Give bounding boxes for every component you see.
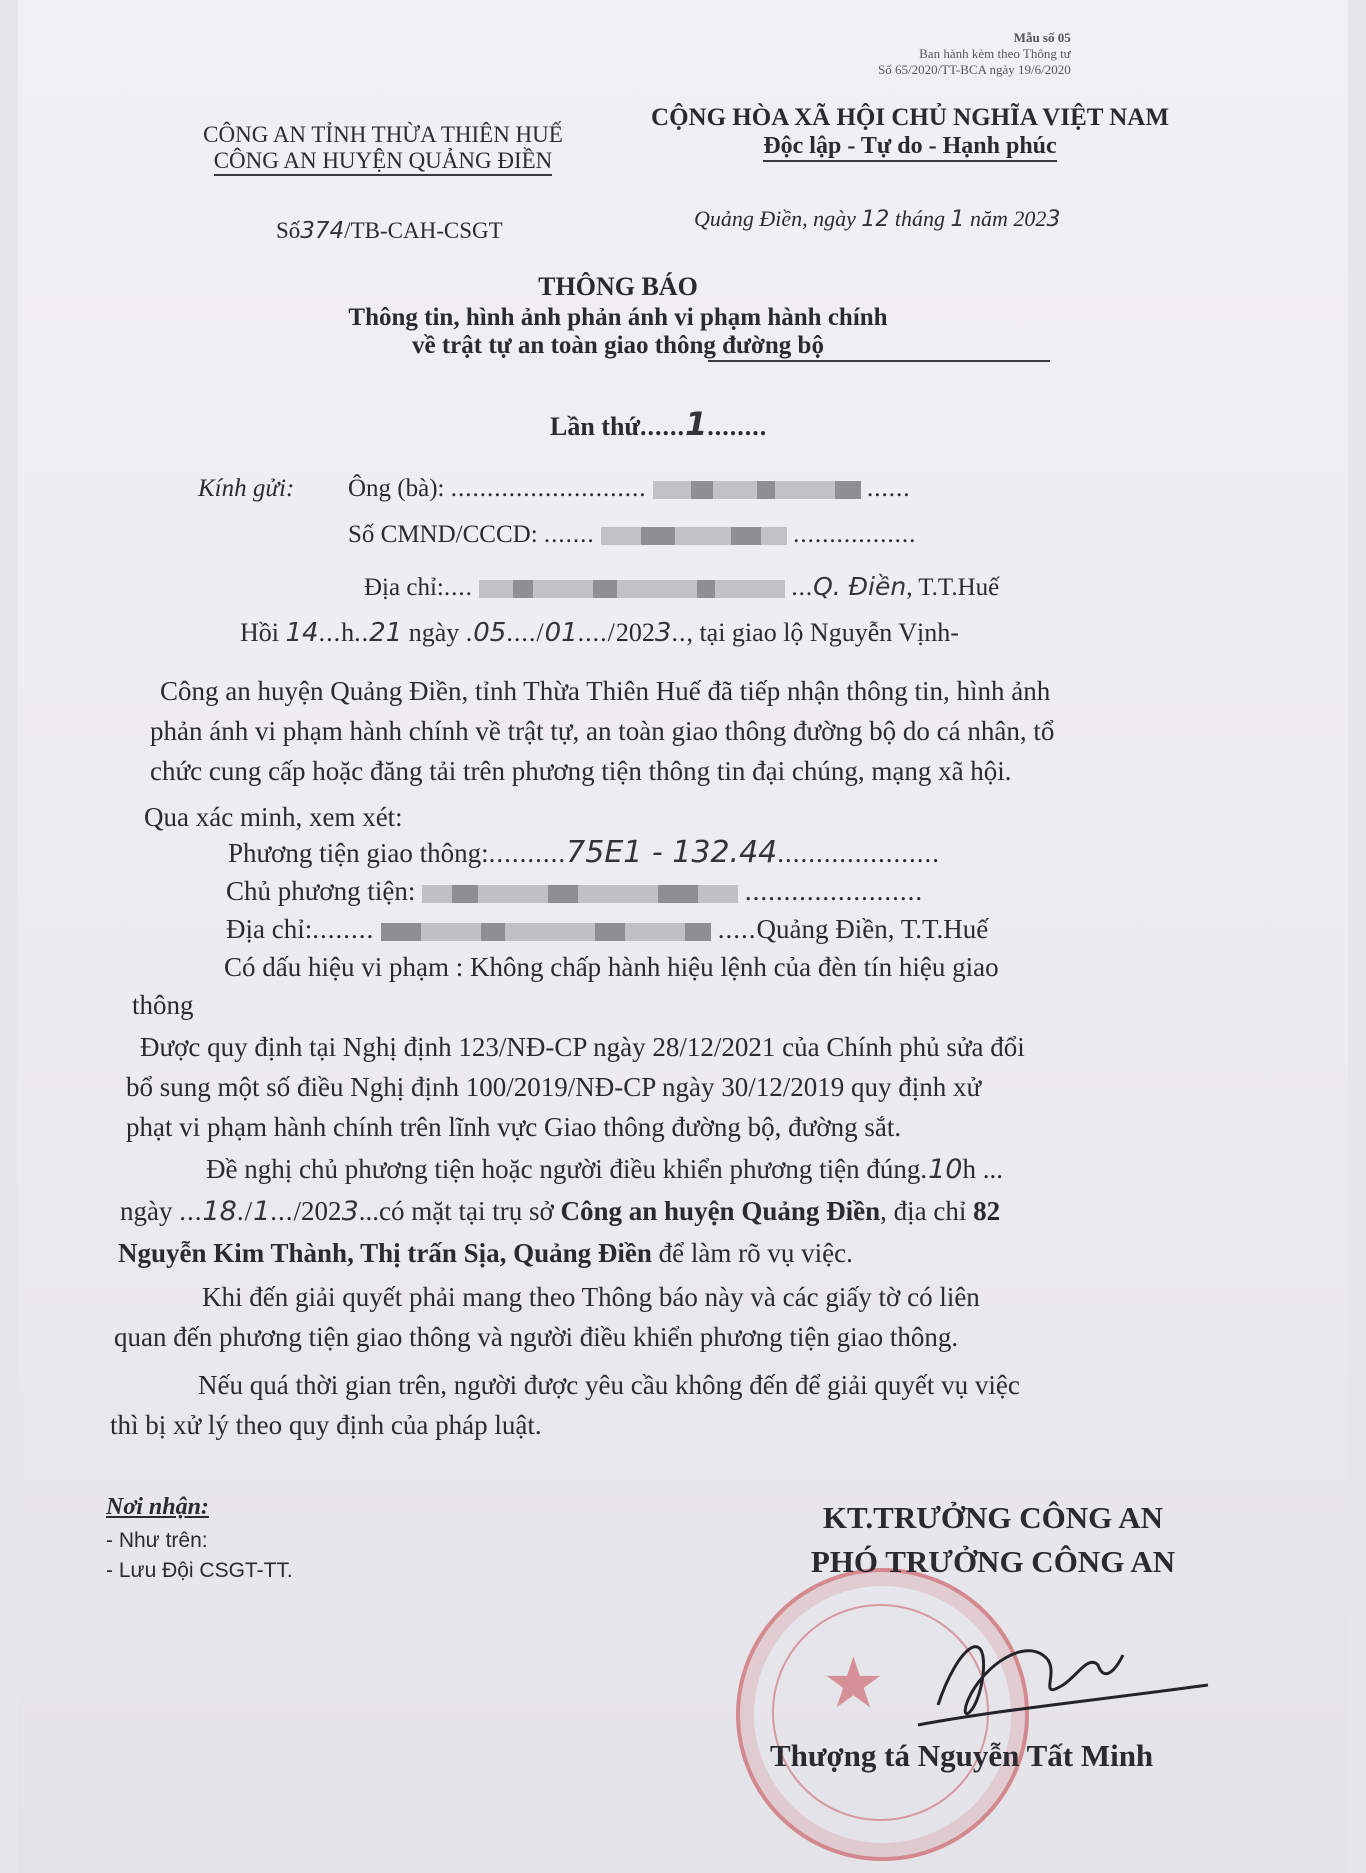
redacted-owner-address	[381, 923, 421, 941]
attempt-label: Lần thứ	[550, 412, 641, 441]
seal-star-icon: ★	[822, 1646, 885, 1723]
incident-year-pre: 202	[615, 618, 655, 647]
request-org: Công an huyện Quảng Điền	[560, 1196, 881, 1226]
nation-line1: CỘNG HÒA XÃ HỘI CHỦ NGHĨA VIỆT NAM	[651, 104, 1169, 131]
incident-time-row: Hồi 14...h..21 ngày .05..../01..../2023.., tại giao lộ Nguyễn Vịnh-	[240, 618, 959, 648]
date-month-word: tháng	[894, 206, 946, 231]
recipients-item: - Như trên:	[106, 1529, 208, 1552]
document-number	[276, 218, 503, 244]
incident-day: 05	[473, 618, 507, 648]
title-main: THÔNG BÁO	[538, 272, 698, 301]
violation-line1: Có dấu hiệu vi phạm : Không chấp hành hiệu lệnh của đèn tín hiệu giao	[224, 952, 999, 982]
request-addr-number: 82	[973, 1196, 1001, 1226]
request-ngay: ngày	[120, 1196, 173, 1226]
incident-month: 01	[544, 618, 578, 648]
body-p2: Qua xác minh, xem xét:	[144, 802, 403, 832]
regulation-line2: bổ sung một số điều Nghị định 100/2019/NĐ-CP ngày 30/12/2019 quy định xử	[126, 1072, 982, 1102]
title-sub2: về trật tự an toàn giao thông đường bộ	[412, 332, 824, 359]
hoi-label: Hồi	[240, 618, 279, 647]
request-year: 3	[341, 1196, 359, 1227]
recipients-title: Nơi nhận:	[106, 1494, 209, 1520]
ngay-label: ngày	[408, 618, 460, 647]
signature-title	[748, 1500, 1238, 1580]
number-suffix: /TB-CAH-CSGT	[344, 218, 503, 243]
incident-minute: 21	[369, 618, 403, 648]
owner-address-label: Địa chỉ:	[226, 914, 313, 944]
attempt-value: 1	[685, 405, 708, 443]
request-addr-pre: , địa chỉ	[880, 1196, 967, 1226]
handwritten-signature	[898, 1605, 1228, 1745]
recipient-address-label: Địa chỉ:	[364, 574, 444, 601]
recipient-address-handwritten: Q. Điền	[813, 572, 907, 601]
redacted-address	[479, 580, 513, 598]
owner-label: Chủ phương tiện:	[226, 876, 416, 906]
notice-title	[308, 272, 928, 360]
request-mid: ...có mặt tại trụ sở	[358, 1196, 554, 1226]
form-circular: Số 65/2020/TT-BCA ngày 19/6/2020	[878, 62, 1071, 77]
request-hour: 10	[928, 1154, 963, 1185]
request-hour-unit: h ...	[962, 1154, 1003, 1184]
redacted-owner	[422, 885, 452, 903]
violation-line2: thông	[132, 990, 194, 1020]
recipient-greeting: Kính gửi:	[198, 475, 295, 502]
agency-line1: CÔNG AN TỈNH THỪA THIÊN HUẾ	[203, 122, 563, 147]
body-p1-l1: Công an huyện Quảng Điền, tỉnh Thừa Thiên Huế đã tiếp nhận thông tin, hình ảnh	[160, 676, 1051, 706]
date-day: 12	[861, 207, 890, 232]
bring-line2: quan đến phương tiện giao thông và người điều khiển phương tiện giao thông.	[114, 1322, 959, 1352]
body-p1-l3: chức cung cấp hoặc đăng tải trên phương tiện thông tin đại chúng, mạng xã hội.	[150, 756, 1012, 786]
form-issued-with: Ban hành kèm theo Thông tư	[919, 46, 1071, 61]
form-code-block	[878, 30, 1071, 78]
title-sub1: Thông tin, hình ảnh phản ánh vi phạm hành chính	[348, 304, 888, 331]
number-filled: 374	[300, 218, 345, 244]
document-page	[18, 0, 1348, 1873]
body-p1-l2: phản ánh vi phạm hành chính về trật tự, an toàn giao thông đường bộ do cá nhân, tổ	[150, 716, 1055, 746]
regulation-line3: phạt vi phạm hành chính trên lĩnh vực Giao thông đường bộ, đường sắt.	[126, 1112, 902, 1142]
request-line2: ngày ...18./1.../2023...có mặt tại trụ sở Công an huyện Quảng Điền, địa chỉ 82	[120, 1196, 1001, 1227]
agency-line2: CÔNG AN HUYỆN QUẢNG ĐIỀN	[214, 148, 553, 176]
recipients-block	[106, 1494, 293, 1583]
request-end: để làm rõ vụ việc.	[651, 1238, 853, 1268]
agency-header	[148, 122, 618, 176]
recipients-item: - Lưu Đội CSGT-TT.	[106, 1559, 293, 1582]
late-line2: thì bị xử lý theo quy định của pháp luật.	[110, 1410, 542, 1440]
nation-header	[610, 104, 1210, 162]
incident-hour: 14	[285, 618, 319, 648]
bring-line1: Khi đến giải quyết phải mang theo Thông báo này và các giấy tờ có liên	[202, 1282, 980, 1312]
request-text: Đề nghị chủ phương tiện hoặc người điều khiển phương tiện đúng	[206, 1154, 921, 1184]
regulation-line1: Được quy định tại Nghị định 123/NĐ-CP ngày 28/12/2021 của Chính phủ sửa đổi	[140, 1032, 1025, 1062]
recipient-address-tail: , T.T.Huế	[906, 574, 1000, 601]
request-year-pre: /202	[293, 1196, 342, 1226]
number-prefix: Số	[276, 218, 301, 243]
vehicle-plate: 75E1 - 132.44	[566, 835, 778, 870]
late-line1: Nếu quá thời gian trên, người được yêu cầu không đến để giải quyết vụ việc	[198, 1370, 1020, 1400]
redacted-name	[653, 481, 691, 499]
recipient-name-label: Ông (bà):	[348, 475, 445, 502]
issue-date	[694, 206, 1060, 232]
request-addr-street: Nguyễn Kim Thành, Thị trấn Sịa, Quảng Điền	[118, 1238, 652, 1268]
redacted-id	[601, 527, 641, 545]
request-month: 1	[253, 1196, 271, 1227]
request-line3	[118, 1234, 853, 1272]
recipient-id-label: Số CMND/CCCD:	[348, 521, 538, 548]
signer-name: Thượng tá Nguyễn Tất Minh	[770, 1738, 1154, 1773]
incident-location: , tại giao lộ Nguyễn Vịnh-	[686, 618, 959, 647]
recipient-id-row: Số CMND/CCCD: ....... .................	[348, 521, 917, 548]
date-month: 1	[950, 207, 965, 232]
date-year: 3	[1046, 207, 1061, 232]
nation-line2: Độc lập - Tự do - Hạnh phúc	[763, 133, 1056, 162]
signature-title2: PHÓ TRƯỞNG CÔNG AN	[810, 1544, 1176, 1579]
signature-title1: KT.TRƯỞNG CÔNG AN	[822, 1500, 1164, 1535]
owner-address-row: Địa chỉ:........ .....Quảng Điền, T.T.Huế	[226, 914, 989, 944]
incident-year: 3	[654, 618, 672, 648]
attempt-number: Lần thứ......1........	[550, 405, 768, 443]
request-line1: Đề nghị chủ phương tiện hoặc người điều khiển phương tiện đúng.10h ...	[206, 1154, 1003, 1185]
date-year-word: năm 202	[970, 206, 1047, 231]
date-place: Quảng Điền, ngày	[694, 206, 856, 231]
form-code: Mẫu số 05	[1013, 30, 1071, 45]
recipient-address-row: Địa chỉ:.... ...Q. Điền, T.T.Huế	[364, 572, 1000, 601]
request-day: 18	[202, 1196, 237, 1227]
vehicle-label: Phương tiện giao thông:	[228, 838, 489, 868]
title-underline	[708, 360, 1050, 362]
owner-row: Chủ phương tiện: .......................	[226, 876, 924, 906]
hour-unit: h	[341, 618, 355, 647]
recipient-name-row: Ông (bà): ........................... ......	[348, 475, 911, 502]
owner-address-tail: Quảng Điền, T.T.Huế	[756, 914, 989, 944]
vehicle-row: Phương tiện giao thông:..........75E1 - 132.44.....................	[228, 835, 940, 870]
